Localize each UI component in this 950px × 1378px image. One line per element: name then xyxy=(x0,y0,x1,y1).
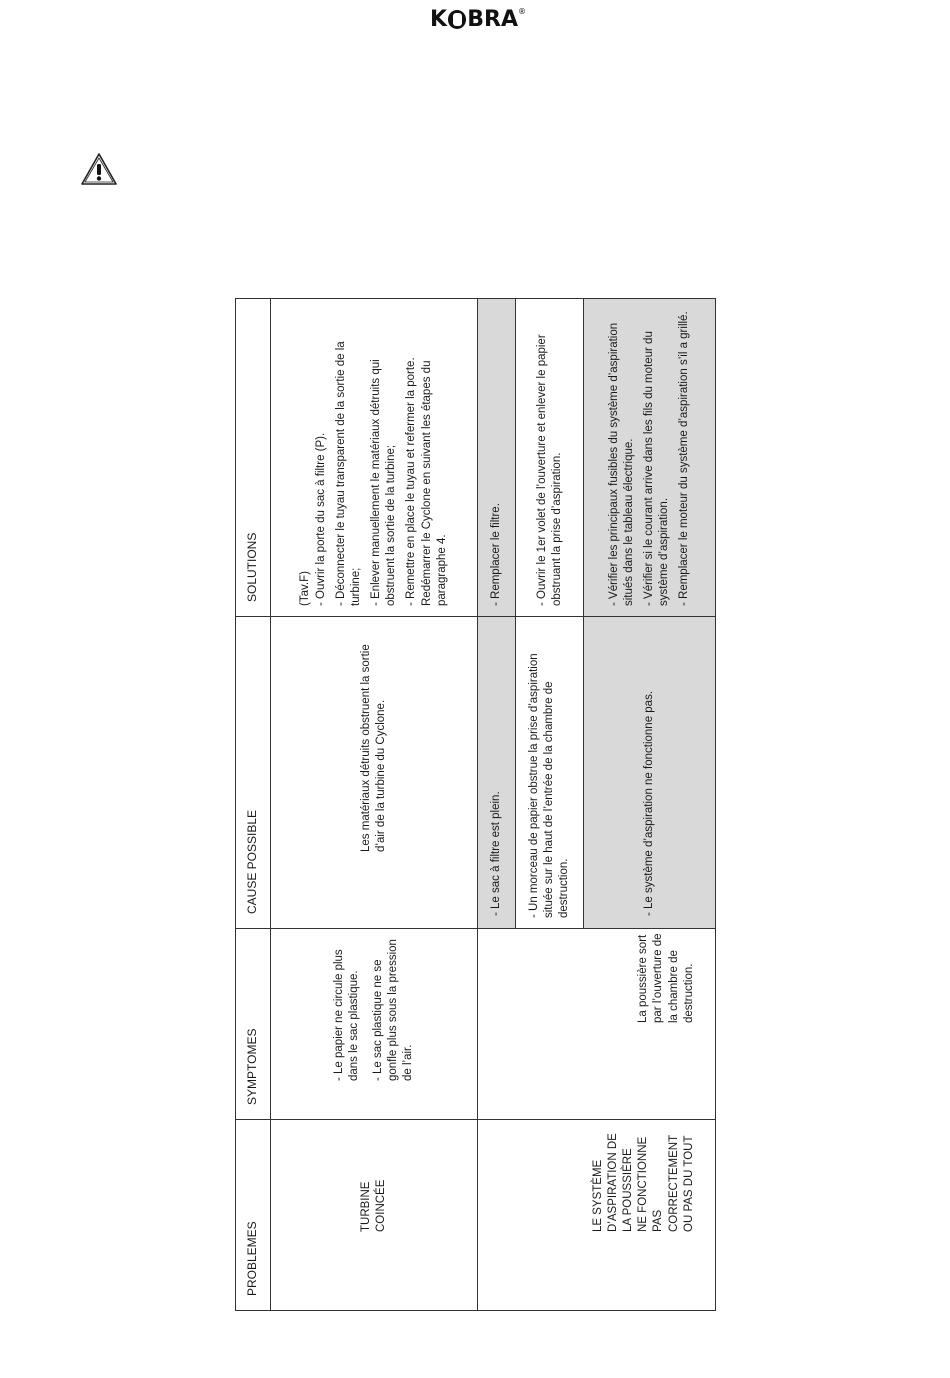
solution-open-door: - Ouvrir la porte du sac à filtre (P). xyxy=(314,432,327,606)
table-header-row xyxy=(236,299,271,1311)
cause-motor: - Le système d’aspiration ne fonctionne pas. xyxy=(584,617,716,929)
kobra-logo xyxy=(430,6,526,32)
solution-paper-jam: - Ouvrir le 1er volet de l’ouverture et enlever le papier obstruant la prise d’aspiration. xyxy=(516,299,584,617)
logo-registered-mark: ® xyxy=(518,6,526,16)
solution-replace-motor: - Remplacer le moteur du système d’aspiration s’il a grillé. xyxy=(678,311,691,606)
table-row-filter xyxy=(478,299,516,1311)
header-cause: CAUSE POSSIBLE xyxy=(236,617,271,929)
logo-o-icon xyxy=(448,10,466,29)
problem-turbine: TURBINE COINCÉE xyxy=(271,1120,478,1311)
solutions-turbine xyxy=(271,299,478,617)
cause-paper-jam: - Un morceau de papier obstrue la prise d’aspiration située sur le haut de l’entrée de la chambre de destruction. xyxy=(516,617,584,929)
header-problems: PROBLEMES xyxy=(236,1120,271,1311)
problem-aspiration: LE SYSTÈME D’ASPIRATION DE LA POUSSIÈRE NE FONCTIONNE PAS CORRECTEMENT OU PAS DU TOUT xyxy=(478,1120,716,1311)
troubleshooting-table xyxy=(235,298,716,1311)
solution-fuses: - Vérifier les principaux fusibles du système d’aspiration situés dans le tableau électrique. xyxy=(607,322,635,606)
cause-filter: - Le sac à filtre est plein. xyxy=(478,617,516,929)
header-solutions: SOLUTIONS xyxy=(236,299,271,617)
symptom-bag: - Le sac plastique ne se gonfle plus sous la pression de l’air. xyxy=(371,939,414,1081)
solution-ref: (Tav.F) xyxy=(299,571,312,606)
table-row-turbine xyxy=(271,299,478,1311)
symptom-paper: - Le papier ne circule plus dans le sac plastique. xyxy=(333,949,361,1081)
logo-letter-k: K xyxy=(430,6,448,32)
cause-turbine: Les matériaux détruits obstruent la sortie d’air de la turbine du Cyclone. xyxy=(271,617,478,929)
solution-current: - Vérifier si le courant arrive dans les fils du moteur du système d’aspiration. xyxy=(643,331,671,606)
logo-letters-bra: BRA xyxy=(467,6,518,32)
solution-disconnect: - Déconnecter le tuyau transparent de la sortie de la turbine; xyxy=(334,341,362,606)
solution-filter: - Remplacer le filtre. xyxy=(478,299,516,617)
solutions-motor xyxy=(584,299,716,617)
symptom-aspiration: La poussière sort par l’ouverture de la chambre de destruction. xyxy=(478,929,716,1120)
solution-remove: - Enlever manuellement le matériaux détruits qui obstruent la sortie de la turbine; xyxy=(370,359,398,606)
symptoms-turbine xyxy=(271,929,478,1120)
warning-triangle-icon xyxy=(80,152,118,186)
solution-restart: - Remettre en place le tuyau et refermer la porte. Redémarrer le Cyclone en suivant les étapes du paragraphe 4. xyxy=(405,357,448,606)
header-symptoms: SYMPTOMES xyxy=(236,929,271,1120)
troubleshooting-table-rotated xyxy=(235,299,716,1311)
